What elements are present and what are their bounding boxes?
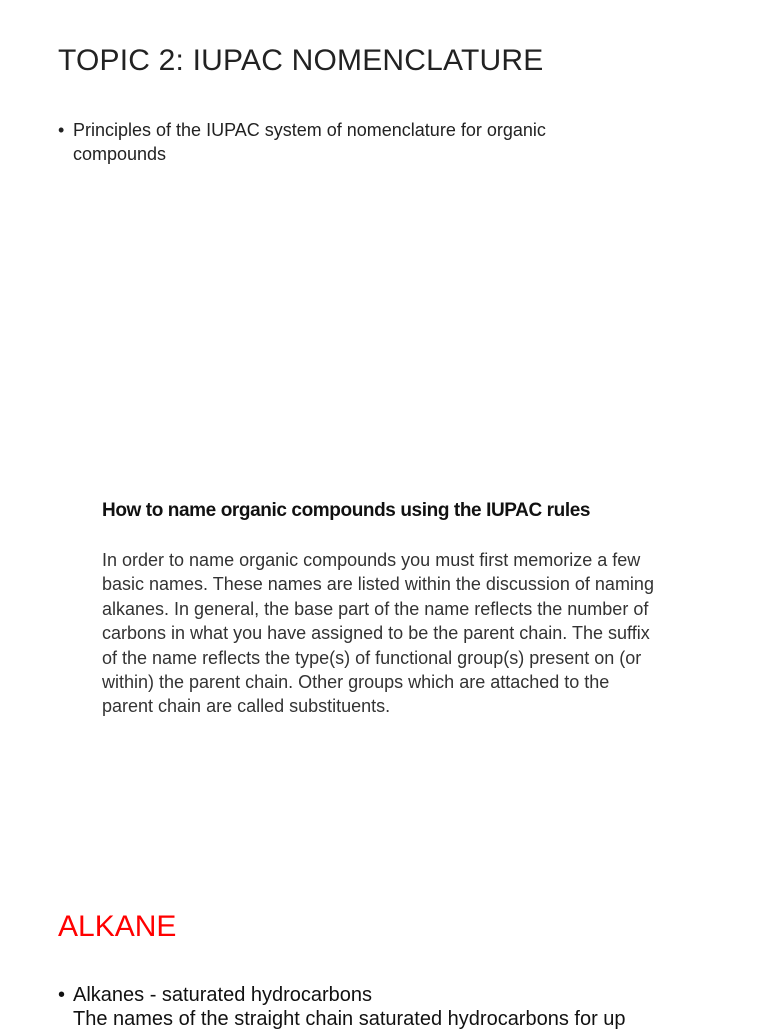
slide-topic-2: [0, 0, 768, 440]
alkane-bullet-item: [58, 983, 626, 1007]
slide-title: TOPIC 2: IUPAC NOMENCLATURE: [58, 44, 544, 77]
alkane-bullet-text: Alkanes - saturated hydrocarbons: [73, 984, 373, 1006]
bullet-item: [58, 118, 633, 166]
alkane-title: ALKANE: [58, 910, 177, 943]
bullet-icon: •: [58, 120, 65, 140]
section-body: In order to name organic compounds you must first memorize a few basic names. These names are listed within the discussion of naming alkanes. In general, the base part of the name reflects the number of carbons in what you have assigned to be the parent chain. The suffix of the name reflects the type(s) of functional group(s) present on (or within) the parent chain. Other groups which are attached to the parent chain are called substituents.: [102, 550, 654, 717]
bullet-text: Principles of the IUPAC system of nomenclature for organic compounds: [73, 120, 546, 164]
section-heading: How to name organic compounds using the IUPAC rules: [102, 500, 591, 521]
slide-naming-rules: [0, 440, 768, 880]
bullet-icon: •: [58, 984, 66, 1006]
slide-alkane: [0, 880, 768, 1030]
alkane-bullet-continuation: The names of the straight chain saturated hydrocarbons for up: [73, 1008, 626, 1030]
bullet-list: [58, 118, 633, 166]
